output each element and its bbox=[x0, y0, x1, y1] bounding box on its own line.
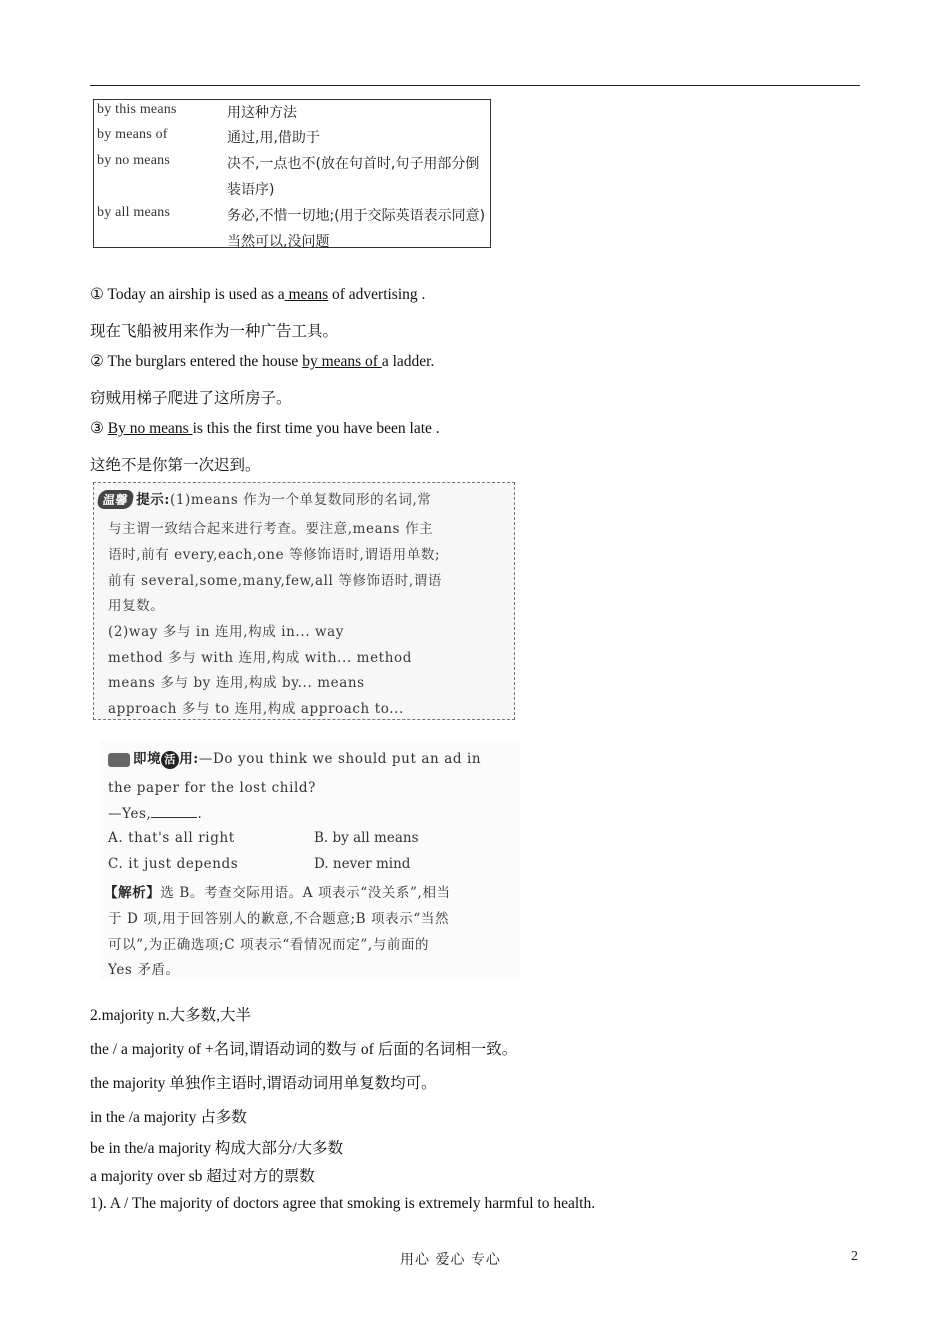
phrase-key: by means of bbox=[97, 127, 168, 142]
answer-blank bbox=[151, 805, 197, 818]
option-a: A. that's all right bbox=[108, 830, 235, 846]
book-icon bbox=[108, 753, 130, 767]
tip-line: 用复数。 bbox=[108, 598, 165, 614]
phrase-key: by no means bbox=[97, 153, 170, 168]
phrase-meaning: 决不,一点也不(放在句首时,句子用部分倒装语序) bbox=[227, 156, 480, 198]
tip-line: 与主谓一致结合起来进行考查。要注意,means 作主 bbox=[108, 521, 434, 537]
example-2-translation: 窃贼用梯子爬进了这所房子。 bbox=[90, 390, 292, 407]
answer-line: 可以”,为正确选项;C 项表示“看情况而定”,与前面的 bbox=[108, 937, 430, 953]
example-2: ② The burglars entered the house by means of a ladder. bbox=[90, 353, 435, 370]
answer-line: Yes 矛盾。 bbox=[108, 962, 180, 978]
example-3-translation: 这绝不是你第一次迟到。 bbox=[90, 457, 261, 474]
tip-line: 前有 several,some,many,few,all 等修饰语时,谓语 bbox=[108, 573, 442, 589]
option-d: D. never mind bbox=[314, 856, 411, 872]
tip-line: 语时,前有 every,each,one 等修饰语时,谓语用单数; bbox=[108, 547, 441, 563]
page-footer: 用心 爱心 专心 bbox=[400, 1252, 501, 1268]
practice-question-line: the paper for the lost child? bbox=[108, 780, 316, 796]
phrase-meaning: 务必,不惜一切地;(用于交际英语表示同意)当然可以,没问题 bbox=[227, 208, 486, 250]
tip-line: (2)way 多与 in 连用,构成 in... way bbox=[108, 624, 345, 640]
tip-title: 提示: bbox=[136, 492, 170, 508]
tip-badge: 温馨 bbox=[96, 490, 135, 509]
phrase-table bbox=[93, 99, 491, 248]
phrase-key: by this means bbox=[97, 102, 177, 117]
majority-line: be in the/a majority 构成大部分/大多数 bbox=[90, 1140, 344, 1157]
majority-line: the majority 单独作主语时,谓语动词用单复数均可。 bbox=[90, 1075, 437, 1092]
majority-example: 1). A / The majority of doctors agree that smoking is extremely harmful to health. bbox=[90, 1195, 596, 1212]
practice-question-line: 即境 活 用:—Do you think we should put an ad in bbox=[108, 747, 481, 769]
tip-line: method 多与 with 连用,构成 with... method bbox=[108, 650, 412, 666]
example-1: ① Today an airship is used as a means of advertising . bbox=[90, 286, 426, 303]
tip-line: 温馨 提示:(1)means 作为一个单复数同形的名词,常 bbox=[98, 488, 431, 509]
option-c: C. it just depends bbox=[108, 856, 239, 872]
phrase-meaning: 用这种方法 bbox=[227, 105, 297, 121]
answer-line: 【解析】选 B。考查交际用语。A 项表示“没关系”,相当 bbox=[104, 885, 451, 901]
practice-block bbox=[100, 740, 520, 980]
page-number: 2 bbox=[851, 1249, 858, 1264]
majority-line: a majority over sb 超过对方的票数 bbox=[90, 1168, 315, 1185]
practice-question-line: —Yes, . bbox=[108, 806, 203, 822]
tip-line: means 多与 by 连用,构成 by... means bbox=[108, 675, 365, 691]
example-1-translation: 现在飞船被用来作为一种广告工具。 bbox=[90, 323, 339, 340]
majority-line: in the /a majority 占多数 bbox=[90, 1109, 247, 1126]
header-rule bbox=[90, 85, 860, 86]
phrase-key: by all means bbox=[97, 205, 171, 220]
majority-heading: 2.majority n.大多数,大半 bbox=[90, 1007, 252, 1024]
tip-line: approach 多与 to 连用,构成 approach to... bbox=[108, 701, 404, 717]
practice-circle-icon: 活 bbox=[161, 751, 179, 769]
phrase-meaning: 通过,用,借助于 bbox=[227, 130, 320, 146]
majority-line: the / a majority of +名词,谓语动词的数与 of 后面的名词相一致。 bbox=[90, 1041, 518, 1058]
example-3: ③ By no means is this the first time you have been late . bbox=[90, 420, 440, 437]
option-b: B. by all means bbox=[314, 830, 419, 846]
tip-box bbox=[93, 482, 515, 720]
answer-line: 于 D 项,用于回答别人的歉意,不合题意;B 项表示“当然 bbox=[108, 911, 450, 927]
